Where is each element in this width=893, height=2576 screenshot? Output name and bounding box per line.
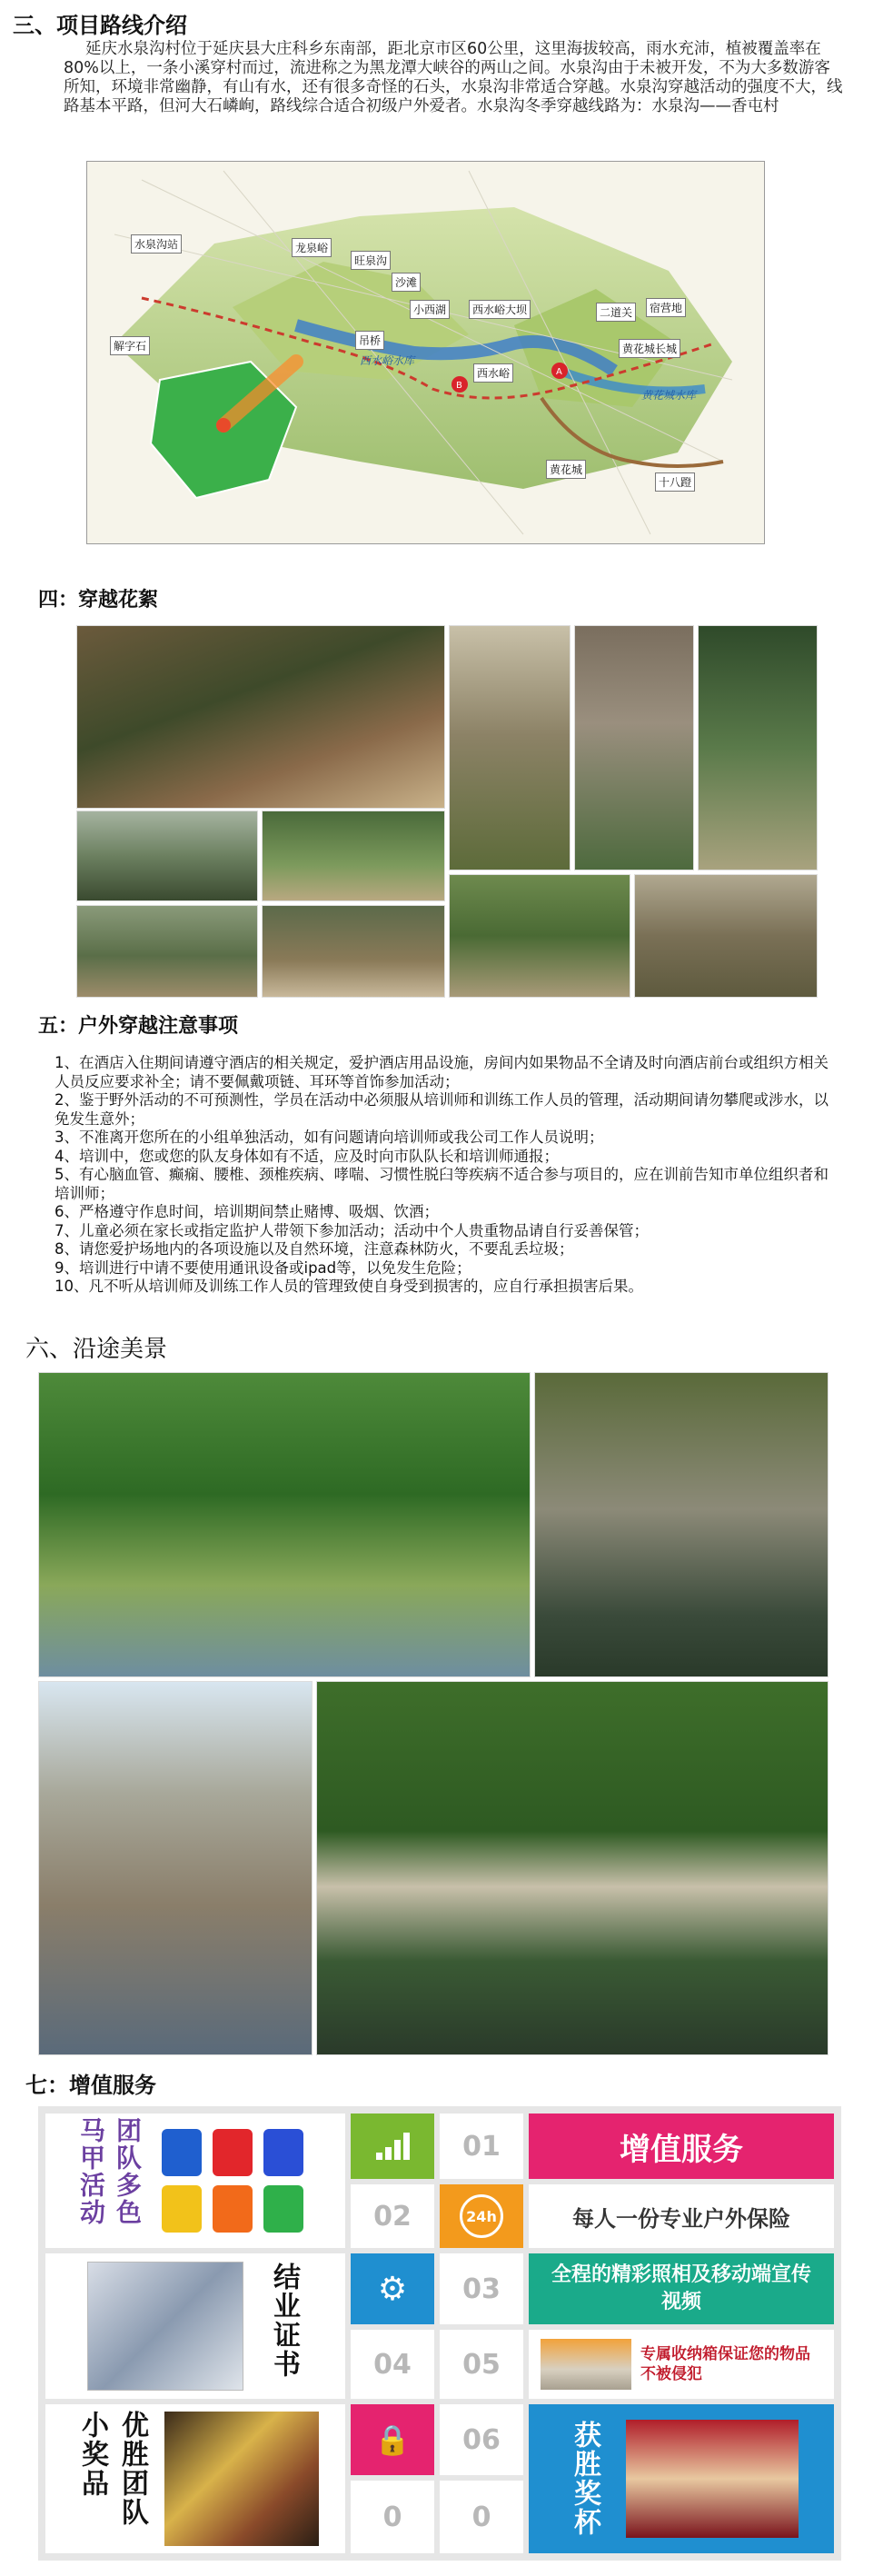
banner-tile — [529, 2114, 834, 2179]
map-label-huanghuacheng-wall: 黄花城长城 — [619, 339, 680, 358]
map-label-huanghuacheng-reservoir: 黄花城水库 — [641, 389, 697, 402]
clock-24h-icon: 24h — [460, 2194, 503, 2238]
number-08: 0 — [471, 2501, 491, 2533]
number-04: 04 — [373, 2348, 412, 2381]
gallery-photo — [449, 625, 571, 870]
number-tile-07 — [351, 2481, 434, 2553]
map-label-shuiquangou-station: 水泉沟站 — [131, 234, 182, 254]
number-tile-03 — [440, 2253, 523, 2324]
lock-icon: 🔒 — [374, 2422, 411, 2457]
map-label-xishuiyu: 西水峪 — [473, 363, 513, 383]
banner-text: 增值服务 — [620, 2131, 743, 2168]
number-03: 03 — [462, 2273, 501, 2305]
gallery-photo — [449, 874, 630, 998]
number-02: 02 — [373, 2200, 412, 2233]
certificate-text: 结业证书 — [268, 2263, 300, 2379]
trophy-photo — [626, 2420, 799, 2538]
notes-heading: 五：户外穿越注意事项 — [38, 1015, 239, 1038]
gallery-photo — [698, 625, 818, 870]
team-vest-tile — [45, 2114, 345, 2248]
clock-icon-tile — [440, 2184, 523, 2248]
map-label-shibadeng: 十八蹬 — [655, 472, 695, 492]
note-item: 7、儿童必须在家长或指定监护人带领下参加活动；活动中个人贵重物品请自行妥善保管； — [55, 1221, 649, 1239]
map-label-erdaoguan: 二道关 — [596, 303, 636, 322]
scenery-photo — [534, 1372, 829, 1677]
map-label-wangquangou: 旺泉沟 — [351, 251, 391, 270]
lock-icon-tile — [351, 2404, 434, 2475]
trophy-text: 获胜奖杯 — [569, 2421, 600, 2537]
note-item: 4、培训中，您或您的队友身体如有不适，应及时向市队队长和培训师通报； — [55, 1147, 559, 1165]
note-item: 5、有心脑血管、癫痫、腰椎、颈椎疾病、哮喘、习惯性脱臼等疾病不适合参与项目的，应在训前告知市单位组织者和培训师； — [55, 1166, 829, 1202]
map-label-huanghuacheng: 黄花城 — [546, 460, 586, 479]
scenery-photo — [38, 1681, 313, 2055]
prize-photo — [164, 2412, 319, 2546]
storage-photo — [541, 2339, 631, 2390]
insurance-tile — [529, 2184, 834, 2248]
gear-icon-tile — [351, 2253, 434, 2324]
team-vest-text: 团队多色马甲活动 — [76, 2117, 143, 2226]
prize-text: 优胜团队小奖品 — [76, 2411, 148, 2527]
gallery-heading: 四：穿越花絮 — [38, 589, 159, 612]
number-tile-04 — [351, 2330, 434, 2399]
number-06: 06 — [462, 2423, 501, 2456]
bar-chart-icon — [374, 2131, 411, 2162]
map-label-campsite: 宿营地 — [646, 298, 686, 317]
gallery-photo — [76, 811, 258, 901]
gallery-photo — [262, 811, 445, 901]
gallery-photo — [574, 625, 694, 870]
note-item: 3、不准离开您所在的小组单独活动，如有问题请向培训师或我公司工作人员说明； — [55, 1129, 604, 1146]
map-label-shatan: 沙滩 — [392, 273, 421, 292]
photo-video-text: 全程的精彩照相及移动端宣传视频 — [551, 2263, 811, 2313]
certificate-tile — [45, 2253, 345, 2399]
number-01: 01 — [462, 2130, 501, 2163]
map-label-xishuiyu-reservoir: 西水峪水库 — [360, 354, 415, 367]
note-item: 1、在酒店入住期间请遵守酒店的相关规定，爱护酒店用品设施，房间内如果物品不全请及时向酒店前台或组织方相关人员反应要求补全；请不要佩戴项链、耳环等首饰参加活动； — [55, 1054, 829, 1090]
prize-tile — [45, 2404, 345, 2553]
map-label-xishuiyu-dam: 西水峪大坝 — [469, 300, 531, 319]
map-label-jiezishi: 解字石 — [110, 336, 150, 355]
marker-a: A — [556, 367, 562, 377]
gallery-photo — [76, 905, 258, 998]
storage-tile — [529, 2330, 834, 2399]
photo-video-tile — [529, 2253, 834, 2324]
scenery-photo — [316, 1681, 829, 2055]
map-label-diaoqiao: 吊桥 — [355, 331, 384, 350]
services-board — [38, 2106, 841, 2561]
route-map — [86, 161, 765, 544]
scenery-heading: 六、沿途美景 — [25, 1336, 168, 1363]
storage-text: 专属收纳箱保证您的物品不被侵犯 — [640, 2345, 810, 2383]
number-tile-08 — [440, 2481, 523, 2553]
number-tile-01 — [440, 2114, 523, 2179]
gallery-photo — [262, 905, 445, 998]
notes-list — [55, 1054, 836, 1297]
scenery-photo — [38, 1372, 531, 1677]
trophy-tile — [529, 2404, 834, 2553]
gear-icon: ⚙ — [377, 2270, 408, 2308]
number-05: 05 — [462, 2348, 501, 2381]
marker-b: B — [456, 381, 462, 391]
number-tile-05 — [440, 2330, 523, 2399]
route-paragraph: 延庆水泉沟村位于延庆县大庄科乡东南部，距北京市区60公里，这里海拔较高，雨水充沛，植被覆盖率在80%以上，一条小溪穿村而过，流进称之为黑龙潭大峡谷的两山之间。水泉沟由于未被开发，不为大多数游客所知，环境非常幽静，有山有水，还有很多奇怪的石头，水泉沟非常适合穿越。水泉沟穿越活动的强度不大，线路基本平路，但河大石嶙峋，路线综合适合初级户外爱者。水泉沟冬季穿越线路为：水泉沟——香屯村 — [64, 40, 843, 115]
number-07: 0 — [382, 2501, 402, 2533]
gallery-photo — [634, 874, 818, 998]
certificate-photo — [87, 2262, 243, 2391]
number-tile-02 — [351, 2184, 434, 2248]
chart-icon-tile — [351, 2114, 434, 2179]
note-item: 6、严格遵守作息时间，培训期间禁止赌博、吸烟、饮酒； — [55, 1203, 439, 1220]
note-item: 2、鉴于野外活动的不可预测性，学员在活动中必须服从培训师和训练工作人员的管理，活动期间请勿攀爬或涉水，以免发生意外； — [55, 1091, 829, 1128]
note-item: 10、凡不听从培训师及训练工作人员的管理致使自身受到损害的，应自行承担损害后果。 — [55, 1278, 643, 1295]
map-label-longquanyu: 龙泉峪 — [292, 238, 332, 257]
map-label-xiaoxihu: 小西湖 — [410, 300, 450, 319]
services-heading: 七：增值服务 — [25, 2073, 156, 2098]
vest-icons — [154, 2122, 318, 2240]
number-tile-06 — [440, 2404, 523, 2475]
insurance-text: 每人一份专业户外保险 — [572, 2205, 790, 2232]
note-item: 8、请您爱护场地内的各项设施以及自然环境，注意森林防火，不要乱丢垃圾； — [55, 1240, 574, 1258]
route-heading: 三、项目路线介绍 — [13, 13, 187, 38]
note-item: 9、培训进行中请不要使用通讯设备或ipad等，以免发生危险； — [55, 1258, 471, 1277]
gallery-photo — [76, 625, 445, 809]
